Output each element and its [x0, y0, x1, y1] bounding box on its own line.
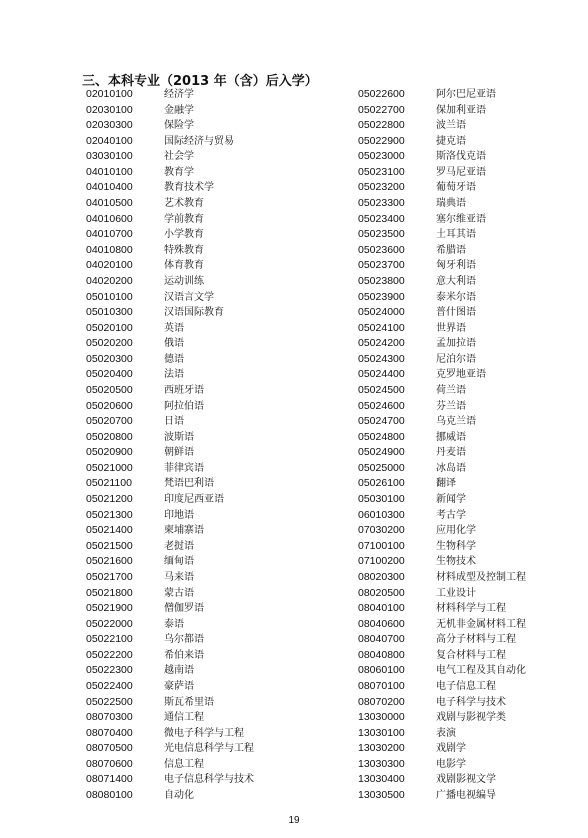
major-code: 05022700 [358, 103, 405, 116]
major-name: 匈牙利语 [436, 260, 476, 272]
major-name: 朝鲜语 [164, 447, 194, 459]
major-name: 国际经济与贸易 [164, 135, 234, 147]
major-code: 05022400 [86, 679, 133, 692]
major-name: 尼泊尔语 [436, 353, 476, 365]
major-row [86, 648, 254, 664]
major-row [86, 663, 254, 679]
major-row [86, 134, 254, 150]
major-code: 13030500 [358, 789, 405, 802]
major-name: 复合材料与工程 [436, 649, 506, 661]
major-code: 05024100 [358, 321, 405, 334]
major-row [358, 476, 526, 492]
major-name: 希腊语 [436, 244, 466, 256]
major-code: 04010800 [86, 243, 133, 256]
major-row [358, 445, 526, 461]
major-code: 05020400 [86, 368, 133, 381]
major-code: 04020200 [86, 274, 133, 287]
major-code: 04010100 [86, 165, 133, 178]
major-row [358, 570, 526, 586]
major-name: 泰语 [164, 618, 184, 630]
major-code: 05021200 [86, 493, 133, 506]
major-row [358, 87, 526, 103]
major-row [358, 679, 526, 695]
major-code: 05023100 [358, 165, 405, 178]
major-name: 生物科学 [436, 540, 476, 552]
major-code: 05022200 [86, 648, 133, 661]
major-code: 02030300 [86, 119, 133, 132]
major-code: 05026100 [358, 477, 405, 490]
major-row [358, 788, 526, 804]
major-name: 希伯来语 [164, 649, 204, 661]
major-name: 社会学 [164, 151, 194, 163]
major-name: 高分子材料与工程 [436, 634, 516, 646]
major-code: 05022500 [86, 695, 133, 708]
major-code: 05023400 [358, 212, 405, 225]
major-row [358, 710, 526, 726]
major-row [86, 788, 254, 804]
major-row [86, 258, 254, 274]
major-name: 挪威语 [436, 431, 466, 443]
major-code: 05010100 [86, 290, 133, 303]
major-row [358, 632, 526, 648]
major-row [86, 336, 254, 352]
major-name: 材料科学与工程 [436, 603, 506, 615]
major-code: 05020500 [86, 383, 133, 396]
major-code: 08070300 [86, 711, 133, 724]
major-name: 广播电视编导 [436, 790, 496, 802]
major-name: 波兰语 [436, 120, 466, 132]
major-name: 马来语 [164, 571, 194, 583]
major-name: 小学教育 [164, 229, 204, 241]
major-row [358, 617, 526, 633]
major-code: 05024200 [358, 337, 405, 350]
major-name: 印度尼西亚语 [164, 494, 224, 506]
major-row [86, 180, 254, 196]
major-row [86, 87, 254, 103]
major-row [86, 632, 254, 648]
major-name: 柬埔寨语 [164, 525, 204, 537]
major-name: 豪萨语 [164, 680, 194, 692]
major-row [358, 103, 526, 119]
major-row [358, 601, 526, 617]
major-name: 波斯语 [164, 431, 194, 443]
major-row [358, 227, 526, 243]
major-name: 戏剧学 [436, 743, 466, 755]
major-row [358, 772, 526, 788]
major-row [86, 601, 254, 617]
major-name: 考古学 [436, 509, 466, 521]
major-row [86, 570, 254, 586]
major-code: 05023900 [358, 290, 405, 303]
major-code: 08040100 [358, 602, 405, 615]
major-code: 08070200 [358, 695, 405, 708]
major-row [86, 523, 254, 539]
major-code: 05023600 [358, 243, 405, 256]
major-code: 05020100 [86, 321, 133, 334]
major-row [358, 149, 526, 165]
major-row [358, 243, 526, 259]
major-row [86, 492, 254, 508]
major-row [358, 367, 526, 383]
major-name: 芬兰语 [436, 400, 466, 412]
major-code: 02040100 [86, 134, 133, 147]
major-name: 荷兰语 [436, 384, 466, 396]
major-name: 普什图语 [436, 307, 476, 319]
major-code: 13030000 [358, 711, 405, 724]
major-name: 教育学 [164, 166, 194, 178]
major-code: 08020500 [358, 586, 405, 599]
major-code: 05020200 [86, 337, 133, 350]
major-name: 阿尔巴尼亚语 [436, 89, 496, 100]
major-row [358, 290, 526, 306]
major-row [358, 274, 526, 290]
major-code: 13030100 [358, 726, 405, 739]
major-name: 克罗地亚语 [436, 369, 486, 381]
major-row [86, 227, 254, 243]
major-name: 印地语 [164, 509, 194, 521]
major-code: 13030200 [358, 742, 405, 755]
major-code: 05023800 [358, 274, 405, 287]
major-name: 菲律宾语 [164, 462, 204, 474]
major-code: 05030100 [358, 493, 405, 506]
major-row [86, 757, 254, 773]
major-row [86, 165, 254, 181]
major-name: 汉语国际教育 [164, 307, 224, 319]
major-code: 05022000 [86, 617, 133, 630]
major-code: 02030100 [86, 103, 133, 116]
major-row [86, 103, 254, 119]
major-name: 电子科学与技术 [436, 696, 506, 708]
major-row [358, 523, 526, 539]
major-row [86, 399, 254, 415]
major-row [358, 118, 526, 134]
major-name: 艺术教育 [164, 198, 204, 210]
major-row [86, 710, 254, 726]
major-code: 05023300 [358, 197, 405, 210]
major-code: 05024700 [358, 415, 405, 428]
major-row [358, 648, 526, 664]
major-code: 05020300 [86, 352, 133, 365]
major-code: 05020600 [86, 399, 133, 412]
major-row [358, 461, 526, 477]
major-code: 05021800 [86, 586, 133, 599]
major-code: 05024500 [358, 383, 405, 396]
major-row [358, 258, 526, 274]
major-code: 05021000 [86, 461, 133, 474]
page-number: 19 [288, 815, 300, 826]
major-code: 08070100 [358, 679, 405, 692]
major-row [358, 695, 526, 711]
major-name: 丹麦语 [436, 447, 466, 459]
major-code: 06010300 [358, 508, 405, 521]
major-code: 04020100 [86, 259, 133, 272]
major-name: 无机非金属材料工程 [436, 618, 526, 630]
major-row [358, 586, 526, 602]
major-row [358, 383, 526, 399]
major-row [358, 399, 526, 415]
major-code: 05024900 [358, 446, 405, 459]
major-name: 斯洛伐克语 [436, 151, 486, 163]
major-row [358, 741, 526, 757]
major-row [86, 461, 254, 477]
major-row [86, 414, 254, 430]
major-code: 05021600 [86, 555, 133, 568]
major-name: 微电子科学与工程 [164, 727, 244, 739]
major-name: 捷克语 [436, 135, 466, 147]
major-row [358, 134, 526, 150]
major-row [358, 430, 526, 446]
major-name: 乌尔都语 [164, 634, 204, 646]
major-list-left-column [86, 87, 254, 804]
major-code: 05021900 [86, 602, 133, 615]
major-name: 信息工程 [164, 758, 204, 770]
major-code: 05024600 [358, 399, 405, 412]
major-name: 通信工程 [164, 712, 204, 724]
major-code: 05020700 [86, 415, 133, 428]
major-row [86, 772, 254, 788]
major-row [358, 196, 526, 212]
major-row [358, 336, 526, 352]
major-name: 德语 [164, 353, 184, 365]
major-name: 僧伽罗语 [164, 603, 204, 615]
major-code: 13030300 [358, 757, 405, 770]
major-code: 08070400 [86, 726, 133, 739]
major-code: 08020300 [358, 570, 405, 583]
major-code: 08040800 [358, 648, 405, 661]
major-code: 05022100 [86, 633, 133, 646]
major-row [86, 539, 254, 555]
major-name: 学前教育 [164, 213, 204, 225]
major-row [358, 539, 526, 555]
major-name: 自动化 [164, 790, 194, 802]
major-code: 04010600 [86, 212, 133, 225]
major-code: 05022900 [358, 134, 405, 147]
major-name: 西班牙语 [164, 384, 204, 396]
major-code: 05023500 [358, 228, 405, 241]
major-row [86, 679, 254, 695]
major-code: 04010400 [86, 181, 133, 194]
major-name: 体育教育 [164, 260, 204, 272]
major-row [86, 367, 254, 383]
major-row [86, 617, 254, 633]
major-code: 05021400 [86, 524, 133, 537]
major-code: 05024000 [358, 306, 405, 319]
major-name: 泰米尔语 [436, 291, 476, 303]
major-code: 05021300 [86, 508, 133, 521]
major-code: 05021500 [86, 539, 133, 552]
major-row [86, 741, 254, 757]
major-name: 孟加拉语 [436, 338, 476, 350]
major-code: 05021100 [86, 477, 132, 490]
major-name: 材料成型及控制工程 [436, 571, 526, 583]
major-code: 07100200 [358, 555, 405, 568]
major-name: 冰岛语 [436, 462, 466, 474]
major-code: 05010300 [86, 306, 133, 319]
major-row [86, 726, 254, 742]
major-name: 光电信息科学与工程 [164, 743, 254, 755]
major-name: 电影学 [436, 758, 466, 770]
major-code: 04010700 [86, 228, 133, 241]
major-code: 08070600 [86, 757, 133, 770]
major-name: 老挝语 [164, 540, 194, 552]
major-name: 电子信息科学与技术 [164, 774, 254, 786]
major-code: 05020900 [86, 446, 133, 459]
major-code: 08071400 [86, 773, 133, 786]
major-code: 08040700 [358, 633, 405, 646]
major-name: 保加利亚语 [436, 104, 486, 116]
major-name: 电子信息工程 [436, 680, 496, 692]
major-name: 金融学 [164, 104, 194, 116]
major-name: 戏剧与影视学类 [436, 712, 506, 724]
major-row [86, 383, 254, 399]
major-name: 乌克兰语 [436, 416, 476, 428]
major-name: 表演 [436, 727, 456, 739]
major-row [358, 180, 526, 196]
major-row [86, 243, 254, 259]
major-row [358, 352, 526, 368]
major-row [358, 321, 526, 337]
major-name: 世界语 [436, 322, 466, 334]
major-name: 汉语言文学 [164, 291, 214, 303]
major-row [86, 695, 254, 711]
major-row [358, 508, 526, 524]
major-name: 葡萄牙语 [436, 182, 476, 194]
major-name: 运动训练 [164, 275, 204, 287]
major-row [358, 726, 526, 742]
major-name: 蒙古语 [164, 587, 194, 599]
major-code: 05022600 [358, 88, 405, 100]
major-row [358, 757, 526, 773]
major-row [358, 414, 526, 430]
major-code: 08070500 [86, 742, 133, 755]
major-row [86, 508, 254, 524]
major-name: 工业设计 [436, 587, 476, 599]
major-row [86, 321, 254, 337]
major-row [86, 149, 254, 165]
major-name: 土耳其语 [436, 229, 476, 241]
major-name: 梵语巴利语 [164, 478, 214, 490]
major-row [86, 554, 254, 570]
major-row [358, 212, 526, 228]
major-name: 翻译 [436, 478, 456, 490]
major-name: 保险学 [164, 120, 194, 132]
major-name: 意大利语 [436, 275, 476, 287]
major-row [86, 118, 254, 134]
major-code: 05020800 [86, 430, 133, 443]
major-name: 斯瓦希里语 [164, 696, 214, 708]
section-heading: 三、本科专业（2013 年（含）后入学） [82, 74, 318, 89]
major-code: 05022800 [358, 119, 405, 132]
major-name: 塞尔维亚语 [436, 213, 486, 225]
major-row [86, 274, 254, 290]
major-row [86, 212, 254, 228]
major-code: 05023200 [358, 181, 405, 194]
major-code: 13030400 [358, 773, 405, 786]
major-code: 08060100 [358, 664, 405, 677]
major-name: 英语 [164, 322, 184, 334]
major-name: 新闻学 [436, 494, 466, 506]
major-name: 日语 [164, 416, 184, 428]
major-name: 戏剧影视文学 [436, 774, 496, 786]
major-row [86, 352, 254, 368]
major-row [86, 305, 254, 321]
major-row [86, 586, 254, 602]
major-list-right-column [358, 87, 526, 804]
major-code: 02010100 [86, 88, 133, 100]
major-name: 教育技术学 [164, 182, 214, 194]
major-row [358, 492, 526, 508]
major-code: 05023700 [358, 259, 405, 272]
major-code: 03030100 [86, 150, 133, 163]
major-code: 05023000 [358, 150, 405, 163]
major-code: 05024400 [358, 368, 405, 381]
major-row [358, 305, 526, 321]
major-code: 05024800 [358, 430, 405, 443]
major-row [358, 165, 526, 181]
major-row [86, 430, 254, 446]
major-name: 越南语 [164, 665, 194, 677]
major-code: 08080100 [86, 789, 133, 802]
major-code: 05025000 [358, 461, 405, 474]
major-row [86, 290, 254, 306]
major-code: 05024300 [358, 352, 405, 365]
major-row [358, 663, 526, 679]
major-code: 05021700 [86, 570, 133, 583]
major-name: 电气工程及其自动化 [436, 665, 526, 677]
major-row [86, 196, 254, 212]
major-row [86, 445, 254, 461]
major-row [358, 554, 526, 570]
major-code: 04010500 [86, 197, 133, 210]
major-name: 经济学 [164, 89, 194, 100]
major-row [86, 476, 254, 492]
major-name: 应用化学 [436, 525, 476, 537]
major-code: 08040600 [358, 617, 405, 630]
major-name: 生物技术 [436, 556, 476, 568]
major-name: 特殊教育 [164, 244, 204, 256]
major-name: 法语 [164, 369, 184, 381]
major-name: 俄语 [164, 338, 184, 350]
major-code: 07030200 [358, 524, 405, 537]
major-name: 瑞典语 [436, 198, 466, 210]
major-code: 07100100 [358, 539, 405, 552]
major-name: 罗马尼亚语 [436, 166, 486, 178]
major-code: 05022300 [86, 664, 133, 677]
major-name: 阿拉伯语 [164, 400, 204, 412]
major-name: 缅甸语 [164, 556, 194, 568]
